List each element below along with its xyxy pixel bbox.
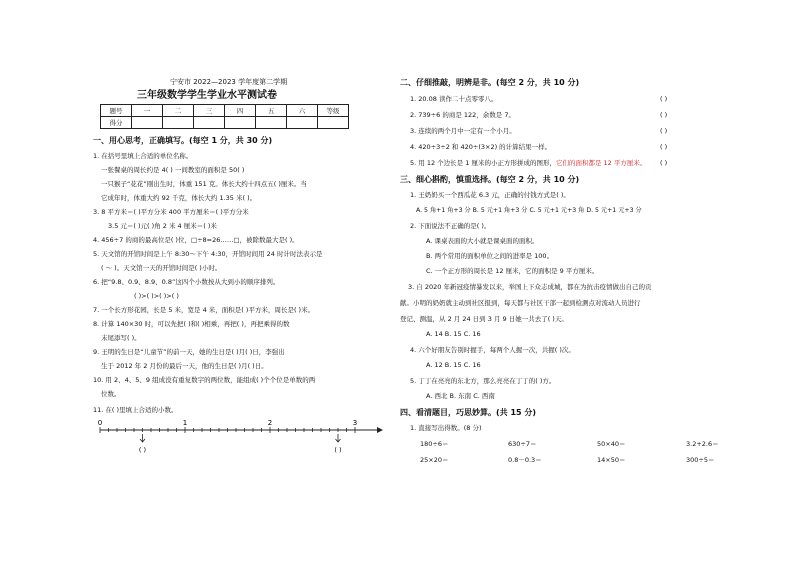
score-cell-empty [194, 117, 225, 129]
judge-1: 1. 20.08 读作二十点零零八。 [410, 95, 498, 103]
score-table-header-row [101, 105, 349, 117]
calc-item: 14×50＝ [597, 456, 626, 464]
calc-title: 1. 直接写出得数。(8 分) [410, 424, 482, 432]
score-cell: 得分 [101, 117, 132, 129]
question-3-line-b: 3.5 元＝( )元( )角 2 米 4 厘米＝( )米 [108, 222, 217, 230]
choice-4-options: A. 12 B. 15 C. 16 [426, 361, 481, 369]
judge-3-paren: ( ) [660, 127, 668, 135]
question-3: 3. 8 平方米＝( )平方分米 400 平方厘米＝( )平方分米 [93, 208, 249, 216]
question-4: 4. 456÷7 的商的最高位是( )位，□÷8=26……□，被除数最大是( )。 [93, 236, 299, 244]
exam-region-year: 宁安市 2022—2023 学年度第二学期 [170, 78, 288, 86]
calc-item: 180÷6＝ [420, 440, 449, 448]
choice-5: 5. 丁丁在亮亮的东北方，那么亮亮在丁丁的( )方。 [410, 377, 556, 385]
calc-item: 300÷5＝ [686, 456, 715, 464]
down-arrow-icon [140, 434, 145, 442]
question-11: 11. 在( )里填上合适的小数。 [93, 406, 178, 414]
choice-2-b: B. 两个常用的面积单位之间的进率是 100。 [426, 252, 554, 260]
choice-4: 4. 六个好朋友告别时握手，每两个人握一次，共握( )次。 [410, 346, 575, 354]
score-cell: 四 [225, 105, 256, 117]
calc-item: 25×20＝ [420, 456, 449, 464]
section2-title: 二、仔细推敲，明辨是非。(每空 2 分，共 10 分) [400, 78, 580, 87]
judge-5 [410, 160, 646, 167]
number-line-label-2: 2 [267, 419, 273, 427]
question-10: 10. 用 2、4、5、9 组成没有重复数字的两位数，能组成( )个个位是单数的两 [93, 376, 316, 384]
question-9-line-b: 生于 2012 年 2 月份的最后一天，他的生日是( )月( )日。 [101, 362, 268, 370]
score-cell: 等级 [318, 105, 349, 117]
score-cell-empty [132, 117, 163, 129]
score-cell-empty [318, 117, 349, 129]
judge-5-paren: ( ) [660, 159, 668, 167]
question-5: 5. 天文馆的开馆时间是上午 8:30～下午 4:30，开馆时间用 24 时计时法表示是 [93, 250, 323, 258]
choice-5-options: A. 西北 B. 东南 C. 西南 [426, 392, 495, 400]
score-cell-empty [256, 117, 287, 129]
calc-item: 630÷7＝ [508, 440, 537, 448]
judge-5-text-highlight: 它们的面积都是 12 平方厘米。 [555, 159, 647, 167]
question-7: 7. 一个长方形花园，长是 5 米，宽是 4 米，面积是( )平方米，周长是( )米。 [93, 306, 315, 314]
judge-2-paren: ( ) [660, 111, 668, 119]
choice-2: 2. 下面说法不正确的是( )。 [410, 222, 491, 230]
score-cell: 三 [194, 105, 225, 117]
number-line-blank: ( ) [138, 446, 147, 454]
number-line-label-0: 0 [97, 419, 103, 427]
score-cell: 五 [256, 105, 287, 117]
question-6-blanks: ( )>( )>( )>( ) [134, 292, 179, 300]
question-1-line-a: 一张餐桌的周长约是 4( ) 一间教室的面积是 50( ) [101, 166, 245, 174]
number-line [95, 418, 385, 458]
question-6: 6. 把“9.8、0.9、8.9、0.8”这四个小数按从大到小的顺序排列。 [93, 278, 280, 286]
judge-4-paren: ( ) [660, 143, 668, 151]
number-line-label-3: 3 [352, 419, 358, 427]
number-line-arrow [377, 427, 383, 433]
calc-item: 3.2+2.6＝ [686, 440, 719, 448]
calc-item: 50×40＝ [597, 440, 626, 448]
judge-4: 4. 420÷3÷2 和 420÷(3×2) 的计算结果一样。 [410, 143, 552, 151]
score-cell: 题号 [101, 105, 132, 117]
section1-title: 一、用心思考，正确填写。(每空 1 分，共 30 分) [93, 136, 273, 145]
choice-2-a: A. 课桌表面的大小就是课桌面的面积。 [426, 237, 539, 245]
score-cell-empty [225, 117, 256, 129]
choice-2-c: C. 一个正方形的周长是 12 厘米，它的面积是 9 平方厘米。 [426, 267, 599, 275]
number-line-blank: ( ) [334, 446, 342, 454]
score-cell-empty [163, 117, 194, 129]
question-1: 1. 在括号里填上合适的单位名称。 [93, 152, 193, 160]
choice-3-line-c: 登记、测温，从 2 月 24 日到 3 月 9 日她一共去了( )天。 [400, 315, 568, 323]
section3-title: 三、细心斟酌，慎重选择。(每空 2 分，共 10 分) [400, 175, 580, 184]
question-8-line-b: 末尾添写( )。 [101, 334, 141, 342]
score-cell: 二 [163, 105, 194, 117]
score-table [100, 104, 349, 129]
judge-5-text: 5. 用 12 个边长是 1 厘米的小正方形拼成的图形， [410, 159, 556, 167]
choice-3: 3. 自 2020 年新冠疫情暴发以来，举国上下众志成城，都在为抗击疫情做出自己的贡 [408, 283, 652, 291]
number-line-label-1: 1 [182, 419, 188, 427]
calc-item: 0.8－0.3＝ [508, 456, 542, 464]
judge-3: 3. 连续的两个月中一定有一个小月。 [410, 127, 516, 135]
choice-1: 1. 王奶奶买一个西瓜花 6.3 元，正确的付钱方式是( )。 [410, 191, 570, 199]
question-1-line-c: 它成年时，体重大约 92 千克，体长大约 1.35 米( )。 [101, 194, 257, 202]
judge-2: 2. 739÷6 的商是 122，余数是 7。 [410, 111, 515, 119]
question-8: 8. 计算 140×30 时，可以先把( )和( )相乘，再把( )，再把乘得的数 [93, 320, 290, 328]
down-arrow-icon [336, 434, 341, 442]
question-10-line-b: 位数。 [101, 390, 121, 398]
question-5-line-b: ( ～ )。天文馆一天的开馆时间是( )小时。 [101, 264, 222, 272]
score-cell-empty [287, 117, 318, 129]
question-9: 9. 王明的生日是“儿童节”的前一天，她的生日是( )月( )日，李强出 [93, 348, 285, 356]
judge-1-paren: ( ) [660, 95, 668, 103]
question-1-line-b: 一只猴子“花花”刚出生时，体重 151 克。体长大约十四点五( )厘米。当 [101, 180, 307, 188]
choice-3-line-b: 献。小明的奶奶就主动到社区报到，每天都与社区干部一起到检测点对流动人员进行 [400, 299, 641, 307]
score-cell: 一 [132, 105, 163, 117]
score-cell: 六 [287, 105, 318, 117]
section4-title: 四、看清题目，巧思妙算。(共 15 分) [400, 408, 537, 417]
score-table-score-row [101, 117, 349, 129]
exam-title: 三年级数学学生学业水平测试卷 [137, 90, 277, 101]
choice-3-options: A. 14 B. 15 C. 16 [426, 330, 481, 338]
choice-1-options: A. 5 角+1 角+3 分 B. 5 元+1 角+3 分 C. 5 元+1 元+3 角 D. 5 元+1 元+3 分 [416, 207, 642, 214]
